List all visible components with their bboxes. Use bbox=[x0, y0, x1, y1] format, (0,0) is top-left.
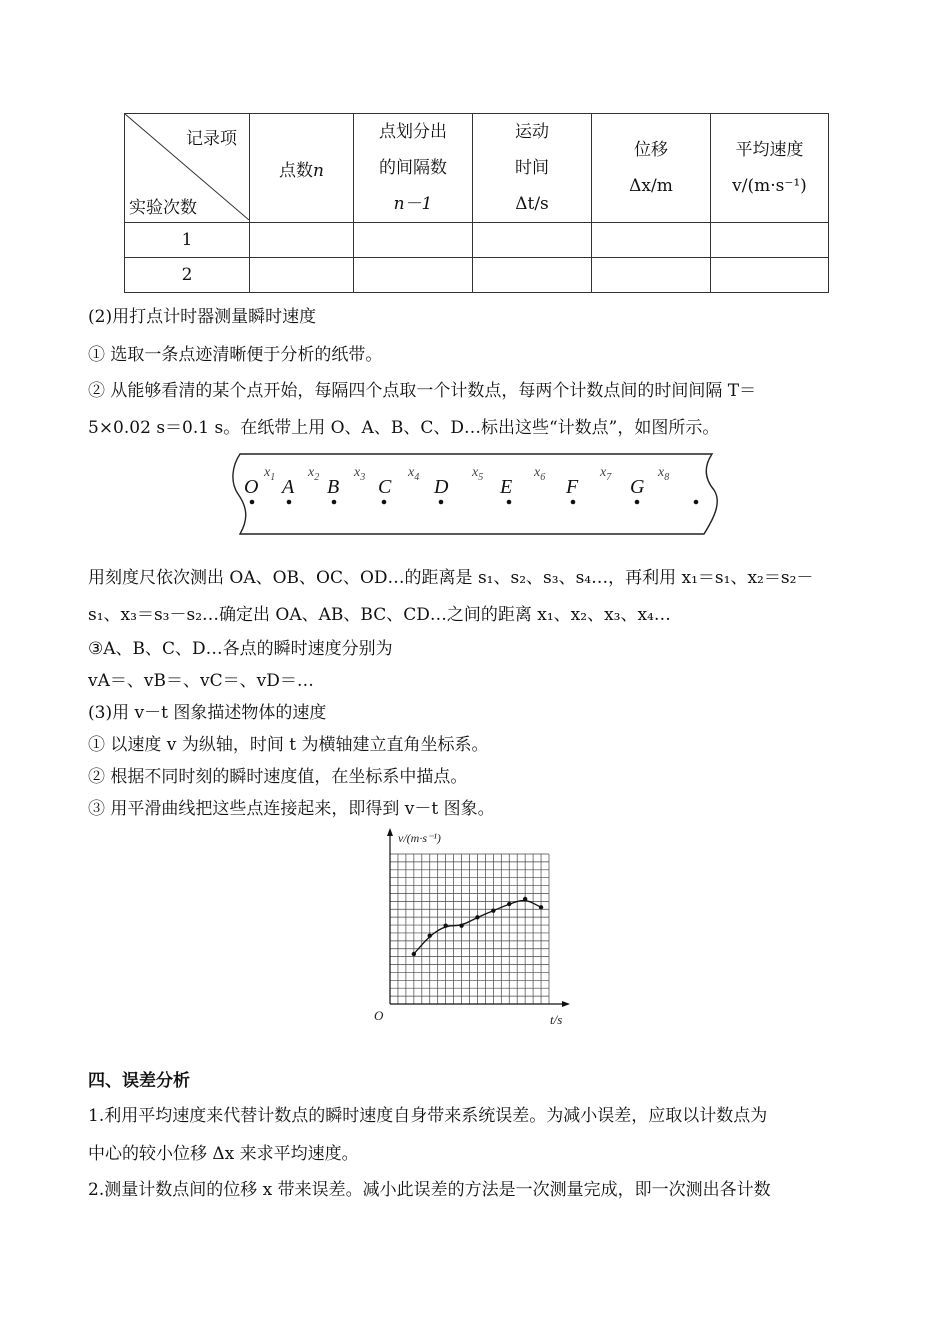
tape-dot bbox=[507, 500, 512, 505]
tape-dot bbox=[439, 500, 444, 505]
data-point bbox=[539, 905, 543, 909]
record-table bbox=[124, 113, 829, 293]
data-point bbox=[491, 908, 495, 912]
header-intervals: 点划分出 的间隔数 n－1 bbox=[354, 114, 473, 223]
tape-point-label: D bbox=[434, 476, 449, 498]
tape-gap-label: $x_3$ bbox=[354, 465, 366, 483]
sec3-step2: ② 根据不同时刻的瞬时速度值，在坐标系中描点。 bbox=[88, 767, 468, 787]
corner-top-label: 记录项 bbox=[186, 129, 237, 149]
tape-point-label: C bbox=[378, 476, 392, 498]
table-row: 1 bbox=[125, 223, 829, 258]
sec4-p1b: 中心的较小位移 Δx 来求平均速度。 bbox=[88, 1144, 359, 1164]
header-avg-speed: 平均速度 v/(m·s⁻¹) bbox=[711, 114, 829, 223]
y-axis-arrow bbox=[387, 828, 393, 836]
paper-tape-diagram bbox=[228, 448, 724, 540]
sec4-title: 四、误差分析 bbox=[88, 1071, 190, 1091]
table-corner-cell bbox=[125, 114, 250, 223]
data-point bbox=[507, 902, 511, 906]
tape-point-label: O bbox=[244, 476, 259, 498]
measure-line2: s₁、x₃＝s₃－s₂…确定出 OA、AB、BC、CD…之间的距离 x₁、x₂、x₃、x₄… bbox=[88, 605, 671, 625]
tape-point-label: A bbox=[282, 476, 295, 498]
sec4-p2: 2.测量计数点间的位移 x 带来误差。减小此误差的方法是一次测量完成，即一次测出各计数 bbox=[88, 1180, 771, 1200]
sec2-step2a: ② 从能够看清的某个点开始，每隔四个点取一个计数点，每两个计数点间的时间间隔 T＝ bbox=[88, 381, 757, 401]
tape-gap-label: $x_1$ bbox=[264, 465, 276, 483]
tape-dot bbox=[287, 500, 292, 505]
sec3-title: (3)用 v－t 图象描述物体的速度 bbox=[88, 703, 327, 723]
data-point bbox=[443, 923, 447, 927]
tape-gap-label: $x_4$ bbox=[408, 465, 420, 483]
data-point bbox=[412, 952, 416, 956]
header-points: 点数n bbox=[250, 114, 354, 223]
tape-point-label: F bbox=[566, 476, 579, 498]
sec4-p1a: 1.利用平均速度来代替计数点的瞬时速度自身带来系统误差。为减小误差，应取以计数点为 bbox=[88, 1106, 768, 1126]
tape-gap-label: $x_5$ bbox=[472, 465, 484, 483]
tape-gap-label: $x_6$ bbox=[534, 465, 546, 483]
measure-line4: vA＝、vB＝、vC＝、vD＝… bbox=[88, 671, 314, 691]
y-axis-label: v/(m·s⁻¹) bbox=[398, 831, 441, 845]
sec3-step3: ③ 用平滑曲线把这些点连接起来，即得到 v－t 图象。 bbox=[88, 799, 495, 819]
measure-line3: ③A、B、C、D…各点的瞬时速度分别为 bbox=[88, 639, 393, 659]
tape-gap-label: $x_2$ bbox=[308, 465, 320, 483]
sec2-step2b: 5×0.02 s＝0.1 s。在纸带上用 O、A、B、C、D…标出这些“计数点”，如图所示。 bbox=[88, 418, 720, 438]
tape-dot bbox=[382, 500, 387, 505]
measure-line1: 用刻度尺依次测出 OA、OB、OC、OD…的距离是 s₁、s₂、s₃、s₄…，再利用 x₁＝s₁、x₂＝s₂－ bbox=[88, 568, 814, 588]
tape-dot bbox=[694, 500, 699, 505]
tape-dot bbox=[250, 500, 255, 505]
tape-gap-label: $x_7$ bbox=[600, 465, 612, 483]
tape-gap-label: $x_8$ bbox=[658, 465, 670, 483]
data-point bbox=[459, 923, 463, 927]
table-row: 2 bbox=[125, 258, 829, 293]
tape-point-label: G bbox=[630, 476, 645, 498]
sec2-title: (2)用打点计时器测量瞬时速度 bbox=[88, 307, 317, 327]
tape-point-label: B bbox=[327, 476, 340, 498]
origin-label: O bbox=[374, 1008, 384, 1023]
data-point bbox=[523, 897, 527, 901]
tape-point-label: E bbox=[500, 476, 513, 498]
tape-dot bbox=[635, 500, 640, 505]
data-point bbox=[475, 915, 479, 919]
corner-bottom-label: 实验次数 bbox=[129, 198, 197, 218]
x-axis-arrow bbox=[562, 1001, 570, 1007]
data-point bbox=[428, 933, 432, 937]
tape-dot bbox=[571, 500, 576, 505]
tape-dot bbox=[332, 500, 337, 505]
x-axis-label: t/s bbox=[550, 1012, 563, 1027]
header-displacement: 位移 Δx/m bbox=[592, 114, 711, 223]
sec2-step1: ① 选取一条点迹清晰便于分析的纸带。 bbox=[88, 345, 383, 365]
sec3-step1: ① 以速度 v 为纵轴，时间 t 为横轴建立直角坐标系。 bbox=[88, 735, 489, 755]
vt-graph bbox=[360, 826, 590, 1030]
header-time: 运动 时间 Δt/s bbox=[473, 114, 592, 223]
